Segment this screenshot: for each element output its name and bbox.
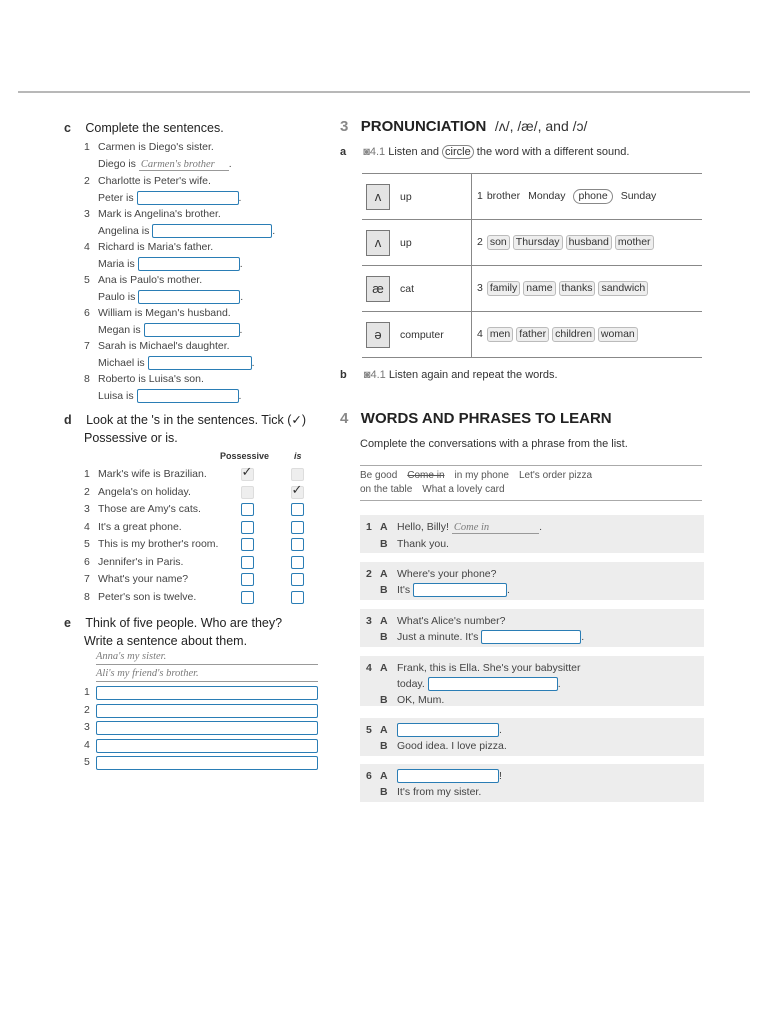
item-text: It's a great phone. [98,520,182,533]
item-prompt-text: Sarah is Michael's daughter. [98,340,230,352]
col-is-header: is [294,451,302,461]
line-a-text: Where's your phone? [397,568,497,580]
item-answer-line [84,388,314,405]
item-text: Angela's on holiday. [98,485,191,498]
phrase-option: in my phone [454,470,509,481]
possessive-checkbox[interactable] [241,538,254,551]
item-number: 6 [84,307,90,319]
item-prompt [84,139,314,156]
item-number: 1 [84,141,90,153]
line-a [360,768,704,784]
sentence-input[interactable] [96,721,318,735]
line-number: 3 [84,721,90,733]
example-answer: Carmen's brother [139,159,229,171]
speaker-a: A [380,615,388,627]
line-a-continued [360,676,704,692]
circle-word: circle [442,145,474,159]
instruction-text: Listen again and repeat the words. [388,369,558,381]
is-checkbox[interactable] [291,503,304,516]
line-end: . [539,521,543,533]
word-option[interactable]: children [552,327,595,342]
conversation-number: 5 [366,724,372,736]
word-option[interactable]: woman [598,327,638,342]
sound-symbol-icon: ʌ [366,184,390,210]
answer-start: Paulo is [98,290,136,303]
word-option[interactable]: name [523,281,555,296]
section-c-items [84,139,314,404]
speaker-b: B [380,694,388,706]
answer-box[interactable] [138,257,240,271]
line-b [360,692,704,708]
word-option[interactable]: son [487,235,510,250]
item-text: Those are Amy's cats. [98,503,201,515]
conversation-block [360,764,704,802]
item-prompt-text: Roberto is Luisa's son. [98,373,204,385]
item-prompt-text: Charlotte is Peter's wife. [98,175,211,187]
answer-start: Luisa is [98,389,134,402]
item-prompt [84,305,314,322]
pronunciation-row [362,312,702,358]
answer-start: Angelina is [98,224,150,237]
item-prompt [84,371,314,388]
item-number: 8 [84,373,90,385]
item-number: 4 [84,241,90,253]
answer-box[interactable] [138,290,240,304]
words-cell [472,312,703,358]
key-word: cat [400,282,415,295]
answer-start: Diego is [98,157,136,170]
item-text: Mark's wife is Brazilian. [98,468,207,480]
line-end: . [581,631,585,643]
conversation-number: 2 [366,568,372,580]
word-option[interactable]: sandwich [598,281,648,296]
possessive-checkbox[interactable] [241,486,254,499]
sound-key-cell [362,266,472,312]
line-number: 5 [84,756,90,768]
line-b-text: It's [397,584,411,596]
line-end: . [507,584,510,596]
line-b-text: OK, Mum. [397,694,445,706]
pronunciation-a-instruction [340,146,629,158]
answer-start: Michael is [98,356,145,369]
tick-row [84,466,207,483]
line-a [360,519,704,536]
audio-icon[interactable]: ◙ [363,146,370,158]
sound-symbol-icon: ə [366,322,390,348]
speaker-a: A [380,568,388,580]
answer-box[interactable] [137,191,239,205]
phrase-list-line2 [360,483,702,497]
tick-row [84,519,182,536]
section-number: 3 [340,118,349,135]
word-option[interactable]: husband [566,235,612,250]
top-rule [18,91,750,93]
conversation-number: 6 [366,770,372,782]
sound-key-cell [362,312,472,358]
line-a2-text: today. [397,678,425,690]
line-a [360,722,704,738]
line-end: . [557,678,561,690]
section-title: WORDS AND PHRASES TO LEARN [360,410,612,427]
item-answer-line [84,156,314,174]
word-option[interactable]: men [487,327,513,342]
words-phrases-heading [340,410,612,428]
item-prompt-text: Ana is Paulo's mother. [98,274,203,286]
instruction-text-2: the word with a different sound. [476,146,630,158]
speaker-b: B [380,786,388,798]
row-number: 3 [477,282,483,294]
sentence-input[interactable] [96,739,318,753]
item-prompt [84,206,314,223]
item-number: 4 [84,520,90,533]
phrase-option: Let's order pizza [519,470,593,481]
conversation-block [360,515,704,553]
phrase-list [360,465,702,501]
possessive-checkbox[interactable] [241,521,254,534]
line-b-text: Good idea. I love pizza. [397,740,507,752]
tick-row [84,571,188,588]
section-letter: c [64,121,71,135]
answer-end: . [272,224,276,237]
item-text: What's your name? [98,573,189,585]
pronunciation-row [362,266,702,312]
line-b-text: Thank you. [397,538,449,550]
conversation-number: 4 [366,662,372,674]
possessive-checkbox[interactable] [241,573,254,586]
word-option[interactable]: father [516,327,549,342]
item-number: 8 [84,590,90,603]
words-cell [472,174,703,220]
line-b [360,582,704,598]
key-word: up [400,190,412,203]
row-number: 4 [477,328,483,340]
line-end: ! [499,770,502,782]
answer-end: . [240,290,244,303]
item-number: 5 [84,538,90,550]
item-prompt-text: Carmen is Diego's sister. [98,141,214,153]
section-title-line2: Write a sentence about them. [84,634,248,648]
section-number: 4 [340,410,349,427]
tick-row [84,536,218,553]
line-number: 4 [84,738,90,751]
line-b [360,784,704,800]
section-letter: e [64,616,71,630]
item-answer-line [84,190,314,207]
item-answer-line [84,355,314,372]
item-prompt-text: Richard is Maria's father. [98,241,214,253]
speaker-a: A [380,662,388,674]
audio-track: 4.1 [370,369,386,381]
word-option[interactable]: thanks [559,281,596,296]
answer-end: . [238,191,242,204]
is-checkbox[interactable] [291,521,304,534]
section-d-heading [64,411,324,447]
is-checkbox[interactable] [291,591,304,604]
item-prompt-text: Mark is Angelina's brother. [98,208,221,220]
answer-box[interactable] [137,389,239,403]
line-b-text: It's from my sister. [397,786,482,798]
line-b-text: Just a minute. It's [397,631,479,643]
item-number: 6 [84,555,90,568]
item-answer-line [84,223,314,240]
phrase-option: Come in [407,470,445,481]
is-checkbox[interactable] [291,538,304,551]
is-checkbox[interactable] [291,556,304,569]
item-prompt [84,173,314,190]
speaker-b: B [380,538,388,550]
possessive-checkbox[interactable] [241,591,254,604]
word-option[interactable]: brother [486,190,521,202]
col-possessive-header: Possessive [220,451,270,461]
speaker-b: B [380,631,388,643]
item-number: 5 [84,274,90,286]
conversation-block [360,656,704,706]
answer-box[interactable] [148,356,252,370]
answer-start: Megan is [98,323,141,336]
key-word: computer [400,328,444,341]
line-a [360,660,704,676]
answer-box[interactable] [397,723,499,737]
possessive-checkbox[interactable] [241,503,254,516]
answer-end: . [239,257,243,270]
line-a-text: What's Alice's number? [397,615,506,627]
word-option[interactable]: mother [615,235,654,250]
word-option[interactable]: family [487,281,520,296]
answer-end: . [239,323,243,336]
conversation-block [360,718,704,756]
speaker-b: B [380,740,388,752]
is-checkbox[interactable] [291,573,304,586]
sentence-input[interactable] [96,704,318,718]
conversation-block [360,562,704,600]
word-option[interactable]: phone [573,189,612,204]
answer-box[interactable] [413,583,507,597]
phrase-option: What a lovely card [422,484,505,495]
line-number: 2 [84,703,90,716]
sound-symbol-icon: ʌ [366,230,390,256]
item-text: This is my brother's room. [98,538,219,550]
phrase-option: Be good [360,470,398,481]
conversation-block [360,609,704,647]
tick-mark: ✓ [291,481,303,497]
answer-box[interactable] [481,630,581,644]
answer-box[interactable] [152,224,272,238]
sound-key-cell [362,174,472,220]
answer-end: . [251,356,255,369]
pronunciation-table [362,173,702,358]
item-prompt [84,239,314,256]
words-cell [472,220,703,266]
item-text: Peter's son is twelve. [98,590,197,603]
pronunciation-heading [340,118,587,136]
sentence-input[interactable] [96,756,318,770]
item-number: 1 [84,468,90,480]
line-a [360,613,704,629]
line-b [360,629,704,645]
line-number: 1 [84,686,90,698]
tick-mark: ✓ [241,464,253,479]
line-end: . [499,724,502,736]
possessive-checkbox[interactable] [241,556,254,569]
sound-symbol-icon: æ [366,276,390,302]
answer-end: . [238,389,242,402]
example-sentence-1: Anna's my sister. [96,649,318,665]
item-prompt [84,272,314,289]
item-answer-line [84,322,314,339]
item-prompt-text: William is Megan's husband. [98,307,231,319]
answer-end: . [228,157,232,170]
section-title-line2: Possessive or is. [84,431,178,445]
sentence-input[interactable] [96,686,318,700]
section-letter: d [64,413,72,427]
answer-box[interactable] [144,323,240,337]
item-number: 2 [84,485,90,498]
example-answer: Come in [452,522,539,534]
speaker-b: B [380,584,388,596]
item-number: 3 [84,208,90,220]
sound-key-cell [362,220,472,266]
item-number: 7 [84,573,90,585]
tick-row [84,589,196,606]
pronunciation-row [362,220,702,266]
section-title: PRONUNCIATION [360,118,487,135]
item-number: 3 [84,503,90,515]
word-option[interactable]: Monday [528,190,566,202]
line-a-text: Frank, this is Ella. She's your babysitter [397,662,581,674]
tick-row [84,484,191,501]
audio-icon[interactable]: ◙ [363,369,371,381]
word-option[interactable]: Sunday [620,190,657,202]
phrase-option: on the table [360,484,413,495]
section-title: Complete the sentences. [85,121,224,135]
sounds-label: /ʌ/, /æ/, and /ɔ/ [494,118,588,134]
line-b [360,738,704,754]
section-e-heading [64,614,324,650]
phrase-list-line1 [360,469,702,483]
row-number: 1 [477,190,483,202]
audio-track: 4.1 [369,146,386,158]
answer-box[interactable] [428,677,558,691]
pronunciation-b-instruction [340,369,558,381]
answer-start: Peter is [98,191,134,204]
item-number: 7 [84,340,90,352]
speaker-a: A [380,521,388,533]
tick-row [84,501,201,518]
answer-box[interactable] [397,769,499,783]
word-option[interactable]: Thursday [513,235,563,250]
section-title: Think of five people. Who are they? [85,616,283,630]
item-answer-line [84,289,314,306]
conversation-number: 1 [366,521,372,533]
tick-row [84,554,183,571]
item-answer-line [84,256,314,273]
item-number: 2 [84,175,90,187]
exercise-letter: b [340,369,347,381]
words-cell [472,266,703,312]
line-b [360,536,704,552]
words-phrases-instruction: Complete the conversations with a phrase from the list. [360,438,628,450]
speaker-a: A [380,724,388,736]
row-number: 2 [477,236,483,248]
pronunciation-row [362,174,702,220]
item-prompt [84,338,314,355]
key-word: up [400,236,412,249]
answer-start: Maria is [98,257,135,270]
section-title: Look at the 's in the sentences. Tick (✓) [86,413,307,427]
line-a-text: Hello, Billy! [397,521,449,533]
item-text: Jennifer's in Paris. [98,555,184,568]
line-a [360,566,704,582]
is-checkbox[interactable] [291,468,304,481]
conversation-number: 3 [366,615,372,627]
speaker-a: A [380,770,388,782]
example-sentence-2: Ali's my friend's brother. [96,666,318,682]
exercise-letter: a [340,146,347,158]
instruction-text: Listen and [388,146,439,158]
section-c-heading [64,119,224,137]
